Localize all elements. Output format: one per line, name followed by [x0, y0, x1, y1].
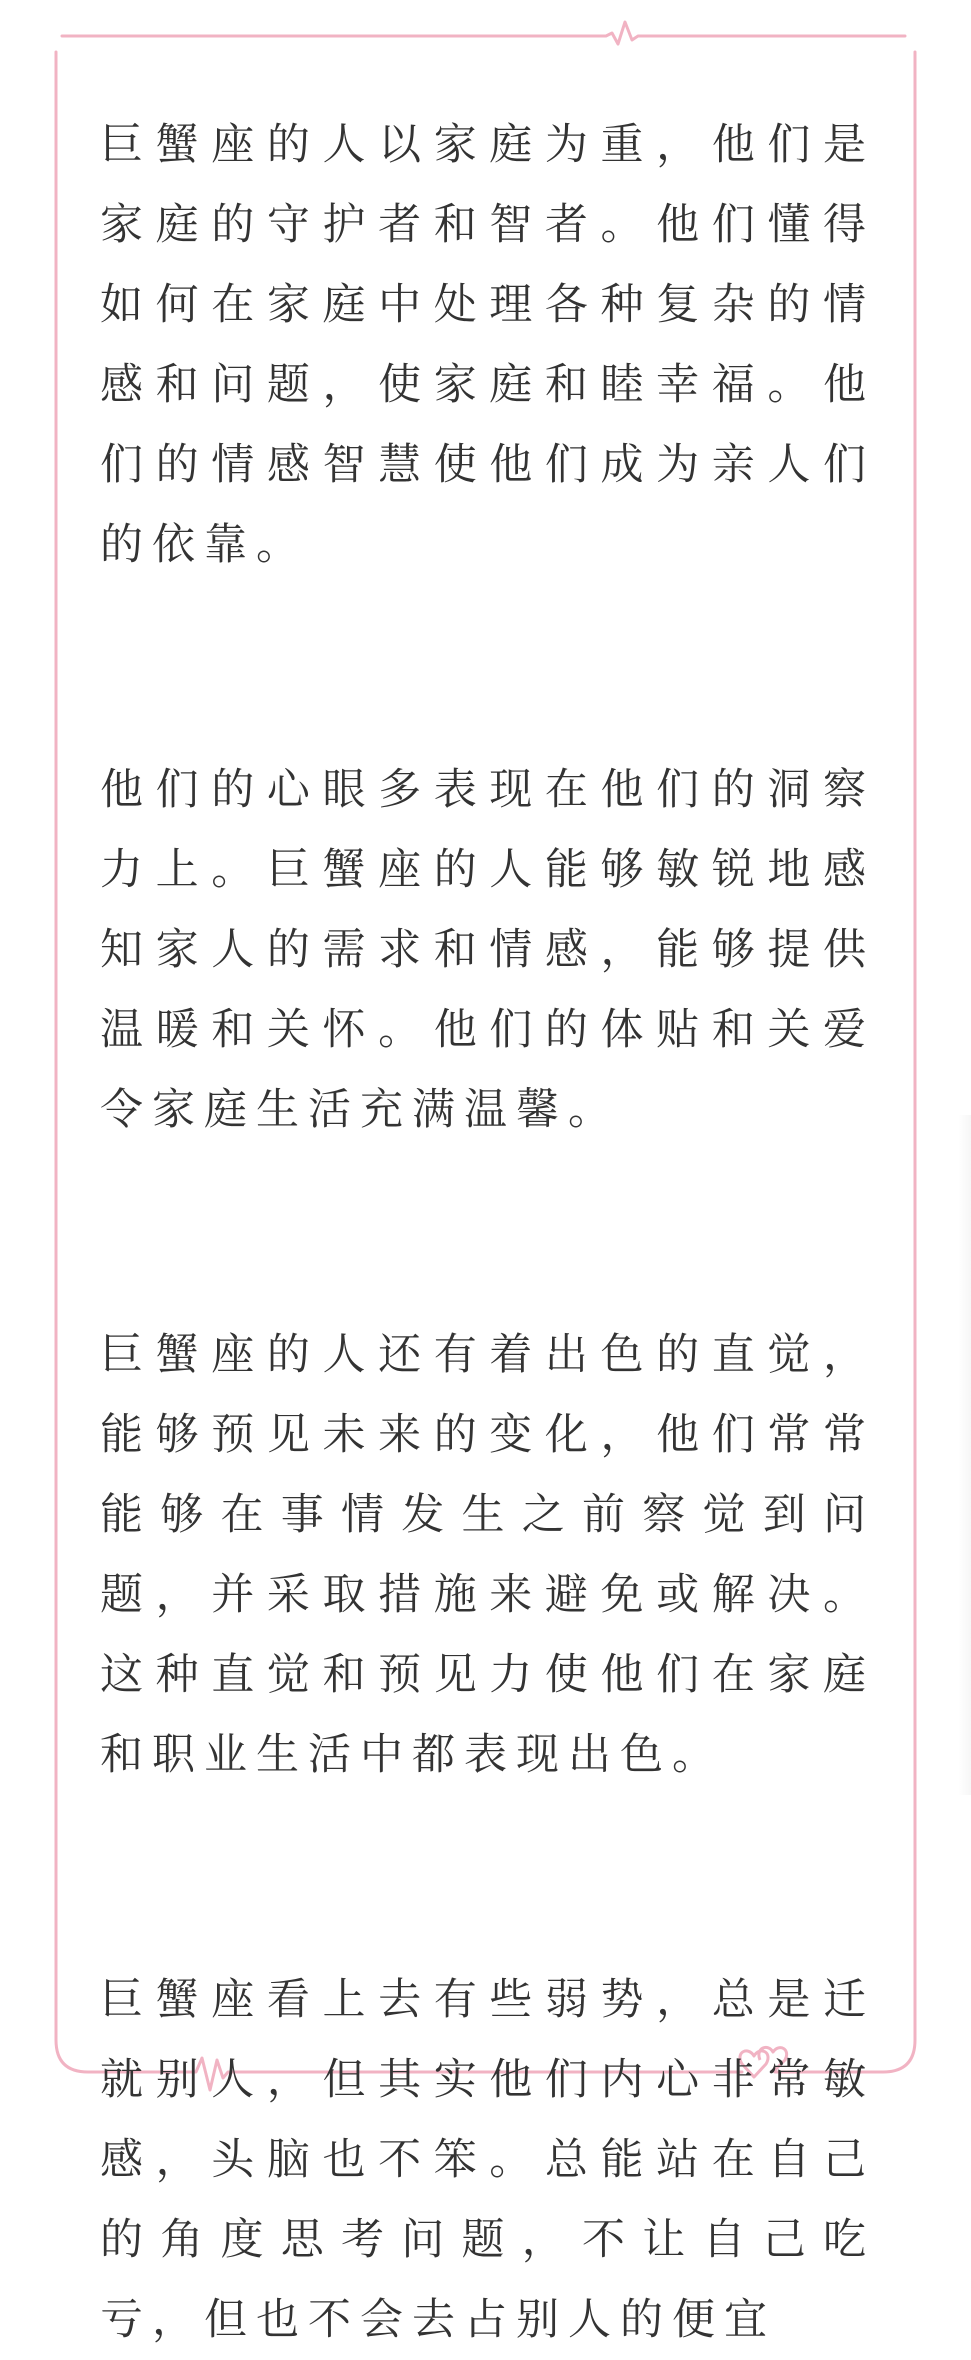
frame-top-line [62, 22, 905, 44]
paragraph-4: 巨蟹座看上去有些弱势，总是迁就别人，但其实他们内心非常敏感，头脑也不笨。总能站在自己的角度思考问题，不让自己吃亏，但也不会去占别人的便宜 [100, 1975, 875, 2345]
scroll-edge-shadow [958, 1115, 971, 1795]
article-body [100, 105, 875, 2360]
paragraph-3: 巨蟹座的人还有着出色的直觉，能够预见未来的变化，他们常常能够在事情发生之前察觉到问题，并采取措施来避免或解决。这种直觉和预见力使他们在家庭和职业生活中都表现出色。 [100, 1330, 875, 1780]
paragraph-2: 他们的心眼多表现在他们的洞察力上。巨蟹座的人能够敏锐地感知家人的需求和情感，能够提供温暖和关怀。他们的体贴和关爱令家庭生活充满温馨。 [100, 765, 875, 1135]
paragraph-1: 巨蟹座的人以家庭为重，他们是家庭的守护者和智者。他们懂得如何在家庭中处理各种复杂的情感和问题，使家庭和睦幸福。他们的情感智慧使他们成为亲人们的依靠。 [100, 120, 875, 570]
